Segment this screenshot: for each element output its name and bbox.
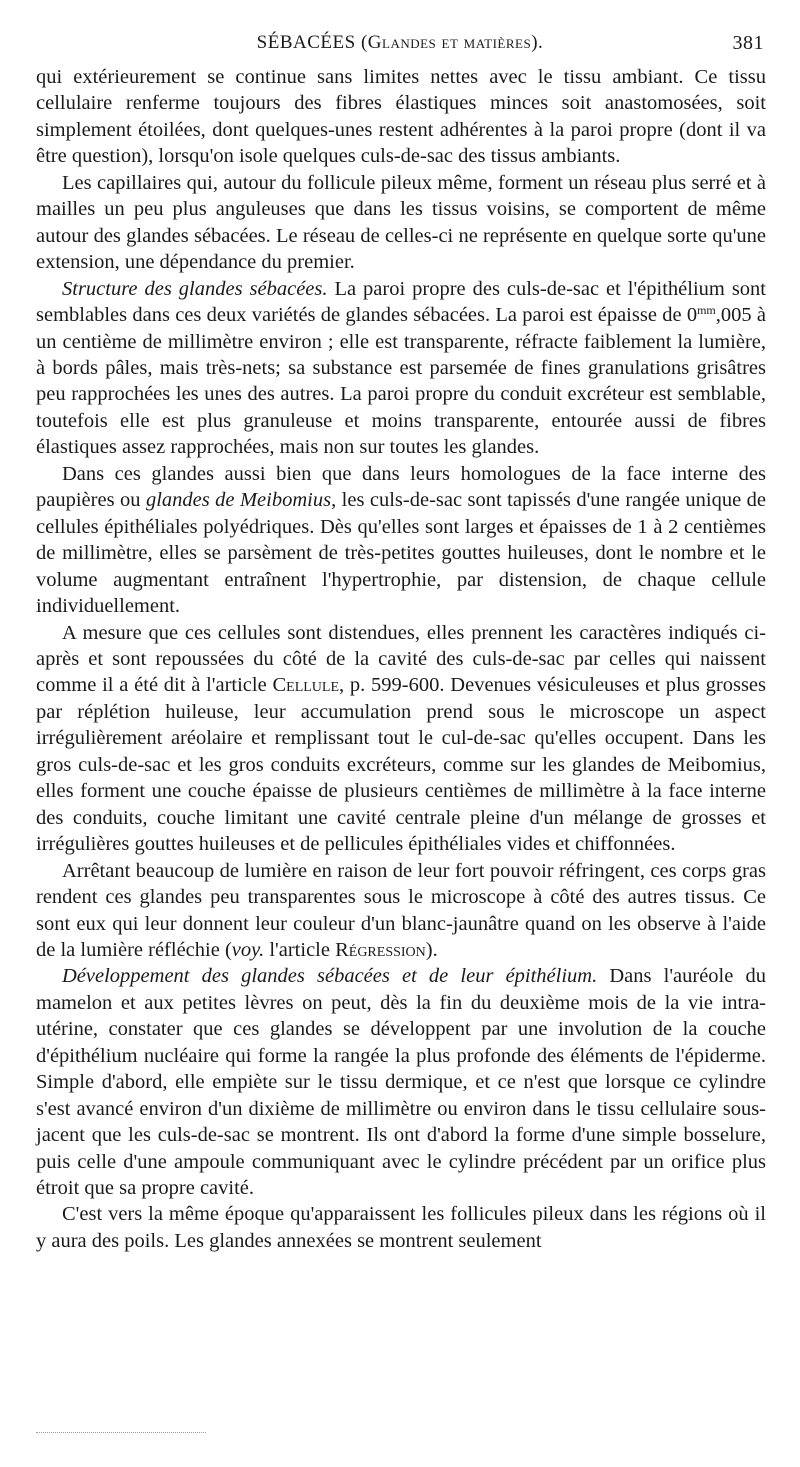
unit-superscript: mm: [697, 303, 716, 318]
cross-reference-regression: Régression: [335, 938, 426, 961]
body-text: [36, 64, 766, 1254]
running-title-end: ).: [531, 32, 544, 53]
paragraph-cellules: [36, 620, 766, 858]
paragraph-corps-gras-text-c: ).: [425, 938, 438, 961]
cross-reference-cellule: Cellule: [272, 674, 340, 697]
paragraph-developpement: [36, 963, 766, 1201]
paragraph-structure: [36, 276, 766, 461]
abbreviation-voy: voy.: [231, 938, 265, 961]
section-heading-developpement: Développement des glandes sébacées et de leur épithélium.: [62, 965, 598, 988]
footer-rule: [36, 1432, 206, 1433]
running-title: [36, 32, 764, 54]
paragraph-meibomius-text-a: Dans ces glandes aussi bien que dans leurs homologues de la face interne des paupières ou: [36, 462, 766, 512]
running-title-main: SÉBACÉES (: [256, 32, 368, 53]
paragraph-structure-text-b: ,005 à un centième de millimètre environ ; elle est transparente, réfracte faiblement la lumière, à bords pâles, mais très-nets; sa substance est parsemée de fines granulations grisâtres peu rapprochées les unes des autres. La paroi propre du conduit excréteur est semblable, toutefois elle est plus granuleuse et moins transparente, entourée aussi de fibres élastiques assez rapprochées, mais non sur toutes les glandes.: [36, 304, 766, 459]
page-number: 381: [732, 32, 764, 54]
page-header: [36, 32, 764, 56]
running-title-subject: Glandes et matières: [367, 32, 532, 53]
paragraph-corps-gras-text-a: Arrêtant beaucoup de lumière en raison de leur fort pouvoir réfringent, ces corps gras rendent ces glandes peu transparentes sous le microscope à côté des autres tissus. Ce sont eux qui leur donnent leur couleur d'un blanc-jaunâtre quand on les observe à l'aide de la lumière réfléchie (: [36, 859, 766, 961]
paragraph-meibomius-text-b: , les culs-de-sac sont tapissés d'une rangée unique de cellules épithéliales polyédriques. Dès qu'elles sont larges et épaisses de 1 à 2 centièmes de millimètre, elles se parsèment de très-petites gouttes huileuses, dont le nombre et le volume augmentant entraînent l'hypertrophie, par distension, de chaque cellule individuellement.: [36, 489, 767, 618]
section-heading-structure: Structure des glandes sébacées.: [62, 277, 328, 300]
paragraph-corps-gras-text-b: l'article: [264, 938, 336, 961]
paragraph-structure-text-a: La paroi propre des culs-de-sac et l'épithélium sont semblables dans ces deux variétés de glandes sébacées. La paroi est épaisse de 0: [36, 277, 766, 327]
paragraph-meibomius: [36, 461, 766, 620]
term-glandes-de-meibomius: glandes de Meibomius: [145, 489, 332, 512]
paragraph-capillaires: Les capillaires qui, autour du follicule pileux même, forment un réseau plus serré et à mailles un peu plus anguleuses que dans les tissus voisins, se comportent de même autour des glandes sébacées. Le réseau de celles-ci ne représente en quelque sorte qu'une extension, une dépendance du premier.: [36, 171, 766, 274]
paragraph-cellules-text-a: A mesure que ces cellules sont distendues, elles prennent les caractères indiqués ci-après et sont repoussées du côté de la cavité des culs-de-sac par celles qui naissent comme il a été dit à l'article: [36, 621, 766, 697]
paragraph-continuation: qui extérieurement se continue sans limites nettes avec le tissu ambiant. Ce tissu cellulaire renferme toujours des fibres élastiques minces soit anastomosées, soit simplement étoilées, dont quelques-unes restent adhérentes à la paroi propre (dont il va être question), lorsqu'on isole quelques culs-de-sac des tissus ambiants.: [36, 66, 766, 168]
paragraph-cellules-text-b: , p. 599-600. Devenues vésiculeuses et plus grosses par réplétion huileuse, leur accumulation prend sous le microscope un aspect irrégulièrement aréolaire et remplissant tout le cul-de-sac qu'elles occupent. Dans les gros culs-de-sac et les gros conduits excréteurs, comme sur les glandes de Meibomius, elles forment une couche épaisse de plusieurs centièmes de millimètre à la face interne des conduits, couche limitant une cavité centrale pleine d'un mélange de grosses et irrégulières gouttes huileuses et de pellicules épithéliales vides et chiffonnées.: [36, 674, 766, 856]
paragraph-developpement-text: Dans l'auréole du mamelon et aux petites lèvres on peut, dès la fin du deuxième mois de la vie intra-utérine, constater que ces glandes se développent par une involution de la couche d'épithélium nucléaire qui forme la rangée la plus profonde des éléments de l'épiderme. Simple d'abord, elle empiète sur le tissu dermique, et ce n'est que lorsque ce cylindre s'est avancé environ d'un dixième de millimètre ou environ dans le tissu cellulaire sous-jacent que les culs-de-sac se montrent. Ils ont d'abord la forme d'une simple bosselure, puis celle d'une ampoule communiquant avec le cylindre précédent par un orifice plus étroit que sa propre cavité.: [36, 965, 766, 1200]
paragraph-follicules: C'est vers la même époque qu'apparaissent les follicules pileux dans les régions où il y aura des poils. Les glandes annexées se montrent seulement: [36, 1203, 766, 1252]
paragraph-corps-gras: [36, 858, 766, 964]
